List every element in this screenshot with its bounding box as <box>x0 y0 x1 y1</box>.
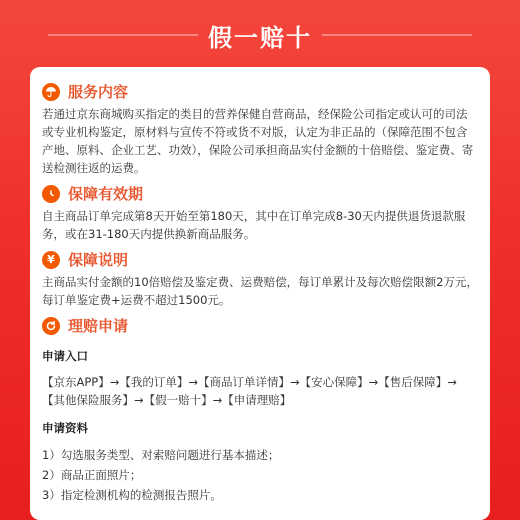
hero-banner <box>0 10 520 60</box>
section-title-validity: 保障有效期 <box>68 185 144 203</box>
guarantee-description: 主商品实付金额的10倍赔偿及鉴定费、运费赔偿，每订单累计及每次赔偿限额2万元，每订单鉴定费+运费不超过1500元。 <box>42 275 478 307</box>
claim-step-2: 2）商品正面照片； <box>42 468 142 482</box>
claim-materials-title: 申请资料 <box>42 421 88 435</box>
hero-divider-left <box>48 34 198 36</box>
yen-icon: ¥ <box>42 251 60 269</box>
claim-step-3: 3）指定检测机构的检测报告照片。 <box>42 488 222 502</box>
section-header-guarantee <box>42 249 478 271</box>
service-description: 若通过京东商城购买指定的类目的营养保健自营商品，经保险公司指定或认可的司法或专业机构鉴定，原材料与宣传不符或货不对版，认定为非正品的（保障范围不包含产地、原料、企业工艺、功效），保险公司承担商品实付金额的十倍赔偿、鉴定费、寄送检测往返的运费。 <box>42 107 474 175</box>
claim-entry-path: 【京东APP】→【我的订单】→【商品订单详情】→【安心保障】→【售后保障】→【其他保险服务】→【假一赔十】→【申请理赔】 <box>42 375 457 407</box>
clock-icon <box>42 185 60 203</box>
section-header-claim <box>42 315 478 337</box>
refresh-icon <box>42 317 60 335</box>
hero-divider-right <box>322 34 472 36</box>
hero-title: 假一赔十 <box>208 23 312 52</box>
validity-description: 自主商品订单完成第8天开始至第180天，其中在订单完成8-30天内提供退货退款服务，或在31-180天内提供换新商品服务。 <box>42 209 466 241</box>
section-title-service: 服务内容 <box>68 83 129 101</box>
umbrella-icon <box>42 83 60 101</box>
section-title-claim: 理赔申请 <box>68 317 129 335</box>
content-card <box>30 67 490 520</box>
section-header-validity <box>42 183 478 205</box>
claim-entry-title: 申请入口 <box>42 349 88 363</box>
section-header-service <box>42 81 478 103</box>
claim-step-1: 1）勾选服务类型、对索赔问题进行基本描述； <box>42 448 280 462</box>
section-title-guarantee: 保障说明 <box>68 251 129 269</box>
